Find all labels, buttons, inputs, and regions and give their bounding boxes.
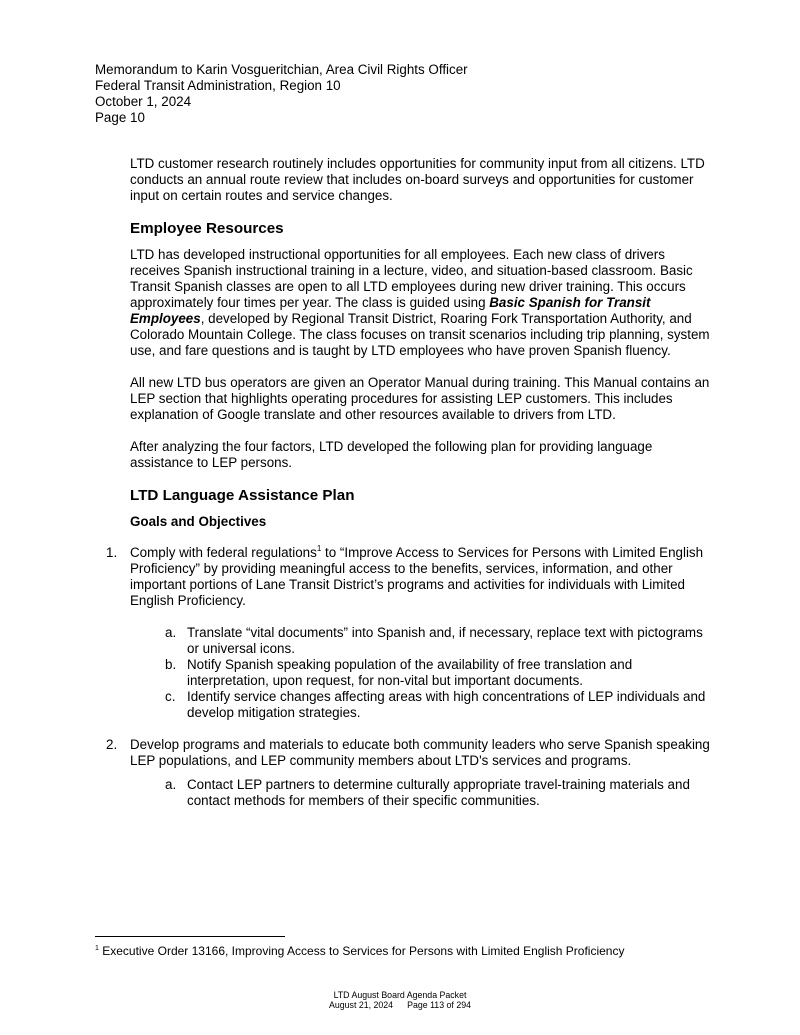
language-plan-heading: LTD Language Assistance Plan [130, 487, 355, 504]
memo-date: October 1, 2024 [95, 94, 192, 109]
footer-date: August 21, 2024 [329, 1000, 394, 1010]
page-footer [0, 990, 800, 1010]
objectives-list [130, 625, 715, 721]
list-item: a. Contact LEP partners to determine culturally appropriate travel-training materials and contact methods for members of their specific communities. [165, 777, 690, 808]
footnote-reference[interactable]: 1 [316, 543, 322, 553]
memo-recipient: Memorandum to Karin Vosgueritchian, Area Civil Rights Officer [95, 62, 468, 77]
goal-text: Comply with federal regulations$^1$ to “Improve Access to Services for Persons with Limited English Proficiency” by providing meaningful access to the benefits, services, information, and other important portions of Lane Transit District’s programs and activities for individuals with Limited English Proficiency. [130, 543, 704, 608]
objectives-list [130, 777, 715, 809]
footer-page-count: Page 113 of 294 [407, 1000, 471, 1010]
goal-number: 1. [106, 545, 118, 560]
employee-resources-heading: Employee Resources [130, 220, 284, 237]
footnote-divider [95, 936, 285, 937]
memo-page-number: Page 10 [95, 110, 145, 125]
book-title: Basic Spanish for Transit Employees [130, 295, 651, 326]
goal-number: 2. [106, 737, 118, 752]
document-body [106, 156, 715, 809]
list-item [106, 737, 715, 809]
footer-title: LTD August Board Agenda Packet [333, 990, 467, 1000]
footnote-text: Executive Order 13166, Improving Access to Services for Persons with Limited English Proficiency [102, 944, 625, 958]
list-item: c. Identify service changes affecting areas with high concentrations of LEP individuals and develop mitigation strategies. [165, 689, 706, 720]
employee-resources-paragraph-3: After analyzing the four factors, LTD developed the following plan for providing language assistance to LEP persons. [130, 439, 653, 470]
footnote [95, 944, 624, 959]
goals-subheading: Goals and Objectives [130, 514, 267, 529]
list-item [106, 545, 715, 721]
list-item: a. Translate “vital documents” into Spanish and, if necessary, replace text with pictograms or universal icons. [165, 625, 703, 656]
goal-text: Develop programs and materials to educate both community leaders who serve Spanish speaking LEP populations, and LEP community members about LTD's services and programs. [130, 737, 710, 768]
employee-resources-paragraph-2: All new LTD bus operators are given an Operator Manual during training. This Manual contains an LEP section that highlights operating procedures for assisting LEP customers. This includes explanation of Google translate and other resources available to drivers from LTD. [130, 375, 710, 422]
goals-list [106, 545, 715, 809]
footnote-marker: 1 [95, 945, 99, 952]
list-item: b. Notify Spanish speaking population of the availability of free translation and interpretation, upon request, for non-vital but important documents. [165, 657, 633, 688]
memo-organization: Federal Transit Administration, Region 10 [95, 78, 341, 93]
intro-paragraph: LTD customer research routinely includes opportunities for community input from all citizens. LTD conducts an annual route review that includes on-board surveys and opportunities for customer input on certain routes and service changes. [130, 156, 705, 203]
memo-header [95, 62, 468, 126]
employee-resources-paragraph-1: LTD has developed instructional opportunities for all employees. Each new class of drivers receives Spanish instructional training in a lecture, video, and situation-based classroom. Basic Transit Spanish classes are open to all LTD employees during new driver training. This occurs approximately four times per year. The class is guided using Basic Spanish for Transit Employees, developed by Regional Transit District, Roaring Fork Transportation Authority, and Colorado Mountain College. The class focuses on transit scenarios including trip planning, system use, and fare questions and is taught by LTD employees who have proven Spanish fluency. [130, 247, 710, 358]
